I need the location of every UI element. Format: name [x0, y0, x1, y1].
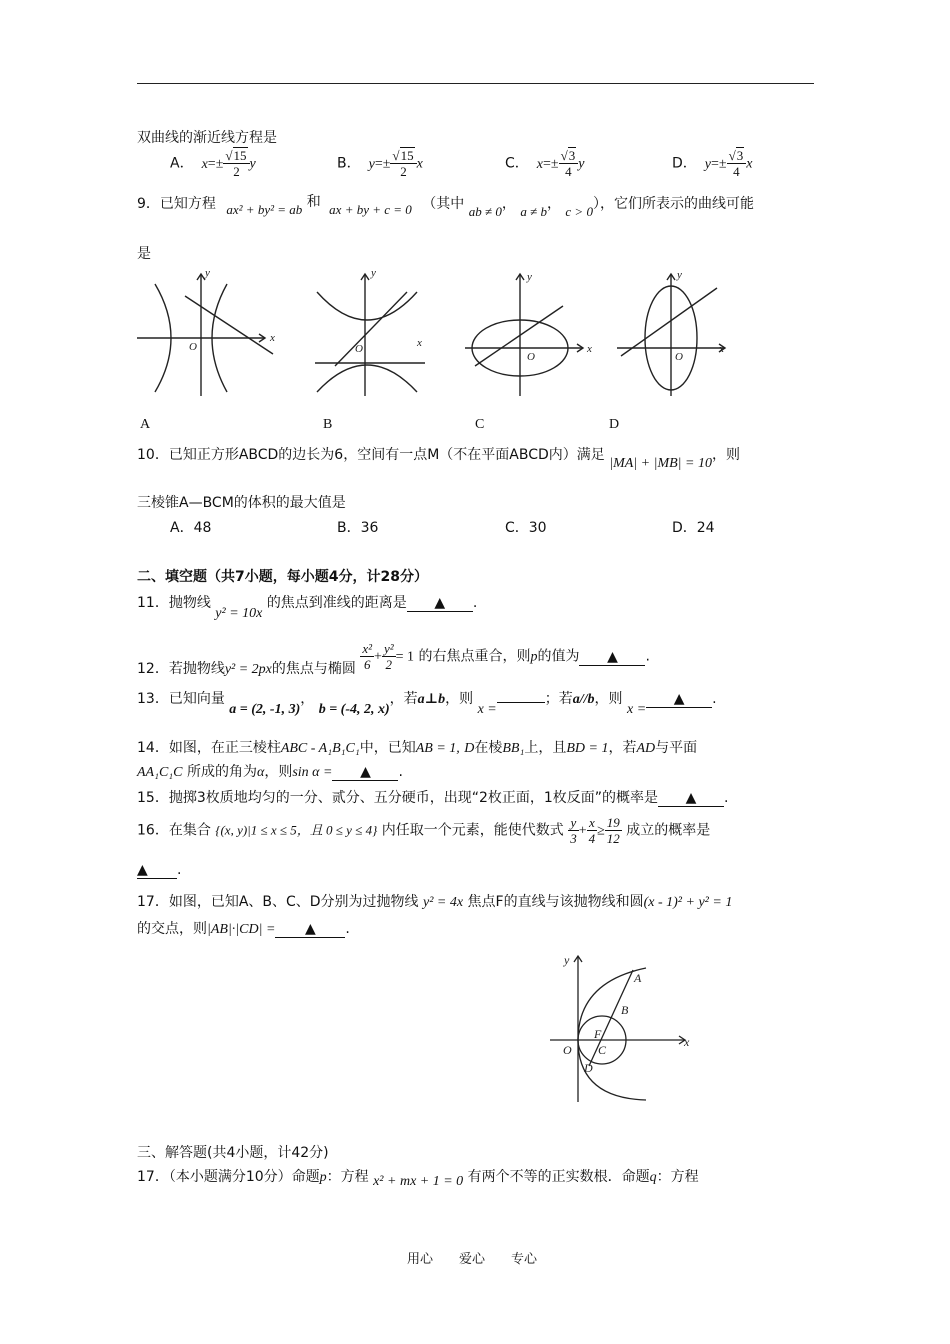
q13-text3: ，则 — [445, 691, 474, 707]
q11-formula: y² = 10x — [215, 606, 263, 621]
q14-end: . — [398, 764, 403, 780]
fig17-y: y — [564, 953, 570, 967]
q14-d: D — [464, 741, 475, 756]
q8-opt-num: 15 — [400, 148, 414, 163]
q8-opt-frac: $\frac{√3}{4}$ — [727, 148, 747, 179]
q10-option-d: D．24 — [672, 520, 715, 536]
q16-f1d: 3 — [570, 831, 577, 846]
q13-text5: ，则 — [594, 691, 623, 707]
q15-text: 15．抛掷3枚质地均匀的一分、贰分、五分硬币，出现“2枚正面，1枚反面”的概率是 — [137, 790, 659, 806]
q16-f3n: 19 — [606, 815, 620, 830]
q17b-text1: 17．（本小题满分10分）命题 — [137, 1169, 320, 1185]
graph-b-o: O — [355, 343, 363, 355]
fig17-x: x — [684, 1035, 690, 1049]
q16-plus: + — [578, 823, 587, 839]
graph-a-x: x — [270, 332, 275, 344]
q13-va: a = (2, -1, 3) — [229, 702, 301, 717]
q8-opt-var: x — [416, 156, 423, 172]
q8-opt-den: 2 — [233, 164, 240, 179]
q17a-end: . — [345, 921, 350, 937]
q17b-text2: ：方程 — [326, 1169, 369, 1185]
q10-option-c: C．30 — [505, 520, 547, 536]
q14-blank[interactable]: ▲ — [332, 764, 398, 781]
q8-opt-lhs: y — [704, 156, 711, 172]
graph-a-o: O — [189, 341, 197, 353]
q9-cond2: a ≠ b — [520, 204, 547, 219]
q8-opt-label: D． — [672, 155, 697, 172]
q13-blank1[interactable] — [497, 702, 545, 703]
q11-blank[interactable]: ▲ — [407, 595, 473, 612]
graph-d-o: O — [675, 351, 683, 363]
q8-opt-label: A． — [170, 155, 194, 172]
q14-ab: AB = 1, — [415, 741, 460, 756]
q17a-line1 — [137, 891, 732, 911]
q14-line1 — [137, 737, 697, 757]
graph-label-a: A — [140, 417, 151, 432]
q9-cond3: c > 0 — [565, 204, 593, 219]
q17b — [137, 1166, 699, 1189]
q12-frac1 — [360, 641, 374, 672]
q8-opt-frac: $\frac{√15}{2}$ — [390, 148, 416, 179]
q17a-parab: y² = 4x — [423, 895, 464, 910]
q16-ge: ≥ — [597, 823, 605, 839]
q17-figure — [550, 950, 700, 1105]
q8-opt-var: y — [249, 156, 256, 172]
q17b-formula: x² + mx + 1 = 0 — [373, 1174, 464, 1189]
q8-opt-frac: $\frac{√3}{4}$ — [559, 148, 579, 179]
q8-option-c — [505, 148, 584, 179]
q9-eq2: ax + by + c = 0 — [329, 202, 412, 217]
q17b-q: q — [649, 1170, 657, 1185]
q10-option-a: A．48 — [170, 520, 212, 536]
q12-f2d: 2 — [385, 657, 393, 672]
q13-x2: x = — [626, 702, 647, 717]
q9-suffix: ），它们所表示的曲线可能 — [592, 196, 754, 212]
q8-opt-eq: =± — [711, 156, 727, 172]
q12-f1n: x² — [362, 641, 373, 656]
q12-f1d: 6 — [363, 657, 371, 672]
q13-blank2[interactable]: ▲ — [646, 691, 712, 708]
q13-text1: 13．已知向量 — [137, 691, 225, 707]
q8-opt-den: 2 — [400, 164, 407, 179]
q14-text5: ，若 — [608, 740, 637, 756]
q14-ad: AD — [636, 741, 656, 756]
q8-option-a — [170, 148, 256, 179]
q9-and: 和 — [306, 194, 321, 210]
q9-line1 — [137, 193, 754, 219]
q16-f1n: y — [568, 815, 579, 831]
q12-blank[interactable]: ▲ — [579, 649, 645, 666]
q12-frac2 — [382, 641, 396, 672]
q17a-text3: 的交点，则 — [137, 921, 207, 937]
q13-text2: ，若 — [389, 691, 418, 707]
q12-formula1: y² = 2px — [224, 661, 272, 677]
q14-text8: ，则 — [264, 764, 293, 780]
q12 — [137, 641, 650, 677]
q16-end: . — [177, 862, 182, 878]
q10-formula: |MA| + |MB| = 10 — [609, 456, 712, 471]
q13-sep: ， — [300, 691, 315, 707]
q16-text2: 内任取一个元素，能使代数式 — [381, 822, 564, 839]
q15-end: . — [724, 790, 729, 806]
q16-f2d: 4 — [588, 831, 596, 846]
q9-graphs — [135, 268, 735, 408]
q16-f2n: x — [587, 815, 598, 831]
q17a-formula: |AB|·|CD| = — [207, 922, 276, 937]
q8-opt-label: C． — [505, 155, 529, 172]
q14-text6: 与平面 — [655, 740, 698, 756]
q9-cond1: ab ≠ 0 — [468, 204, 502, 219]
q14-prism: ABC - A₁B₁C₁ — [280, 741, 360, 756]
header-rule — [137, 83, 814, 84]
q8-opt-eq: =± — [207, 156, 224, 172]
q8-option-d — [672, 148, 752, 179]
q8-opt-lhs: x — [536, 156, 543, 172]
q16-text1: 16．在集合 — [137, 822, 211, 839]
q8-opt-num: 3 — [568, 148, 576, 163]
q16-frac3 — [605, 815, 622, 846]
graph-b-x: x — [417, 337, 422, 349]
q17b-p: p — [319, 1170, 327, 1185]
q9-paren-open: （其中 — [422, 196, 465, 212]
q14-text1: 14．如图，在正三棱柱 — [137, 740, 281, 756]
graph-label-d: D — [609, 417, 620, 432]
q12-text4: 的值为 — [537, 648, 580, 665]
q12-end: . — [645, 648, 650, 665]
q14-sin: sin α = — [292, 765, 333, 780]
q12-plus: + — [374, 649, 382, 665]
q16-blank[interactable]: ▲ — [137, 862, 177, 879]
q17a-text2: 焦点F的直线与该抛物线和圆 — [467, 894, 644, 910]
graph-b-y: y — [371, 268, 376, 279]
q14-line2 — [137, 761, 403, 781]
q17a-blank[interactable]: ▲ — [275, 921, 345, 938]
fig17-d: D — [584, 1061, 593, 1075]
q8-opt-frac: $\frac{√15}{2}$ — [223, 148, 249, 179]
q8-option-b — [337, 148, 423, 179]
q9-sep2: ， — [546, 196, 561, 212]
q16-line1 — [137, 815, 710, 846]
q17b-text4: ：方程 — [656, 1169, 699, 1185]
q10-text1: 10．已知正方形ABCD的边长为6，空间有一点M（不在平面ABCD内）满足 — [137, 447, 605, 463]
q16-frac1 — [568, 815, 579, 846]
graph-a-y: y — [205, 268, 210, 279]
q10-line1 — [137, 444, 740, 471]
q14-text4: 上，且 — [524, 740, 567, 756]
fig17-f: F — [594, 1027, 602, 1041]
fig17-o: O — [563, 1043, 572, 1057]
q17a-circle: (x - 1)² + y² = 1 — [643, 895, 733, 910]
q14-bb1: BB₁ — [502, 741, 525, 756]
page-footer: 用心 爱心 专心 — [407, 1252, 538, 1267]
q12-text3: 的右焦点重合，则 — [418, 648, 531, 665]
fig17-a: A — [634, 971, 642, 985]
q13-cond1: a⊥b — [417, 692, 446, 707]
q12-f2n: y² — [383, 641, 394, 656]
q16-f3d: 12 — [606, 831, 620, 846]
q8-opt-num: 15 — [233, 148, 247, 163]
q14-text2: 中，已知 — [359, 740, 416, 756]
q17a-text1: 17．如图，已知A、B、C、D分别为过抛物线 — [137, 894, 419, 910]
q14-plane: AA₁C₁C — [137, 765, 183, 780]
graph-c-y: y — [527, 271, 532, 283]
q16-set: {(x, y)|1 ≤ x ≤ 5，且 0 ≤ y ≤ 4} — [215, 822, 378, 838]
q9-line2: 是 — [137, 246, 151, 262]
q13-text4: ；若 — [544, 691, 573, 707]
section3-heading: 三、解答题(共4小题，计42分) — [137, 1145, 329, 1161]
graph-c-o: O — [527, 351, 535, 363]
q10-option-b: B．36 — [337, 520, 379, 536]
q14-alpha: α — [256, 765, 265, 780]
graph-label-c: C — [475, 417, 485, 432]
q13-end: . — [712, 691, 717, 707]
fig17-b: B — [621, 1003, 629, 1017]
q11-text2: 的焦点到准线的距离是 — [266, 595, 407, 611]
graph-d-y: y — [677, 269, 682, 281]
q8-opt-den: 4 — [733, 164, 740, 179]
q14-text3: 在棱 — [474, 740, 503, 756]
q8-opt-label: B． — [337, 155, 361, 172]
q17b-text3: 有两个不等的正实数根．命题 — [467, 1169, 650, 1185]
q16-frac2 — [587, 815, 598, 846]
graph-d-x: x — [719, 343, 724, 355]
q8-opt-eq: =± — [374, 156, 391, 172]
q8-stem: 双曲线的渐近线方程是 — [137, 130, 277, 146]
q10-line2: 三棱锥A—BCM的体积的最大值是 — [137, 495, 346, 511]
q11 — [137, 592, 478, 621]
q12-var: p — [530, 649, 538, 665]
q8-opt-var: x — [746, 156, 753, 172]
graph-label-b: B — [323, 417, 333, 432]
q13 — [137, 688, 717, 717]
q13-cond2: a//b — [572, 692, 595, 707]
q15-blank[interactable]: ▲ — [658, 790, 724, 807]
q17a-line2 — [137, 918, 350, 938]
q8-opt-lhs: x — [201, 156, 208, 172]
q14-bd: BD = 1 — [566, 741, 609, 756]
q8-opt-lhs: y — [368, 156, 375, 172]
q16-line2 — [137, 862, 181, 879]
graph-c-x: x — [587, 343, 592, 355]
q16-text3: 成立的概率是 — [626, 822, 711, 839]
q10-text1-end: ，则 — [711, 447, 740, 463]
fig17-c: C — [598, 1043, 607, 1057]
q11-text1: 11．抛物线 — [137, 595, 211, 611]
q13-x1: x = — [477, 702, 497, 717]
q11-end: . — [472, 595, 478, 611]
q15 — [137, 787, 729, 807]
q12-eq1: = 1 — [395, 649, 415, 665]
q8-opt-var: y — [578, 156, 585, 172]
section2-heading: 二、填空题（共7小题，每小题4分，计28分） — [137, 569, 428, 585]
q9-prefix: 9．已知方程 — [137, 196, 216, 212]
q12-text1: 12．若抛物线 — [137, 660, 225, 677]
q12-text2: 的焦点与椭圆 — [271, 660, 356, 677]
q14-text7: 所成的角为 — [186, 764, 257, 780]
q8-opt-den: 4 — [565, 164, 572, 179]
q9-eq1: ax² + by² = ab — [226, 202, 303, 217]
q13-vb: b = (-4, 2, x) — [318, 702, 390, 717]
q9-sep1: ， — [501, 196, 516, 212]
q8-opt-num: 3 — [736, 148, 744, 163]
q8-opt-eq: =± — [543, 156, 559, 172]
